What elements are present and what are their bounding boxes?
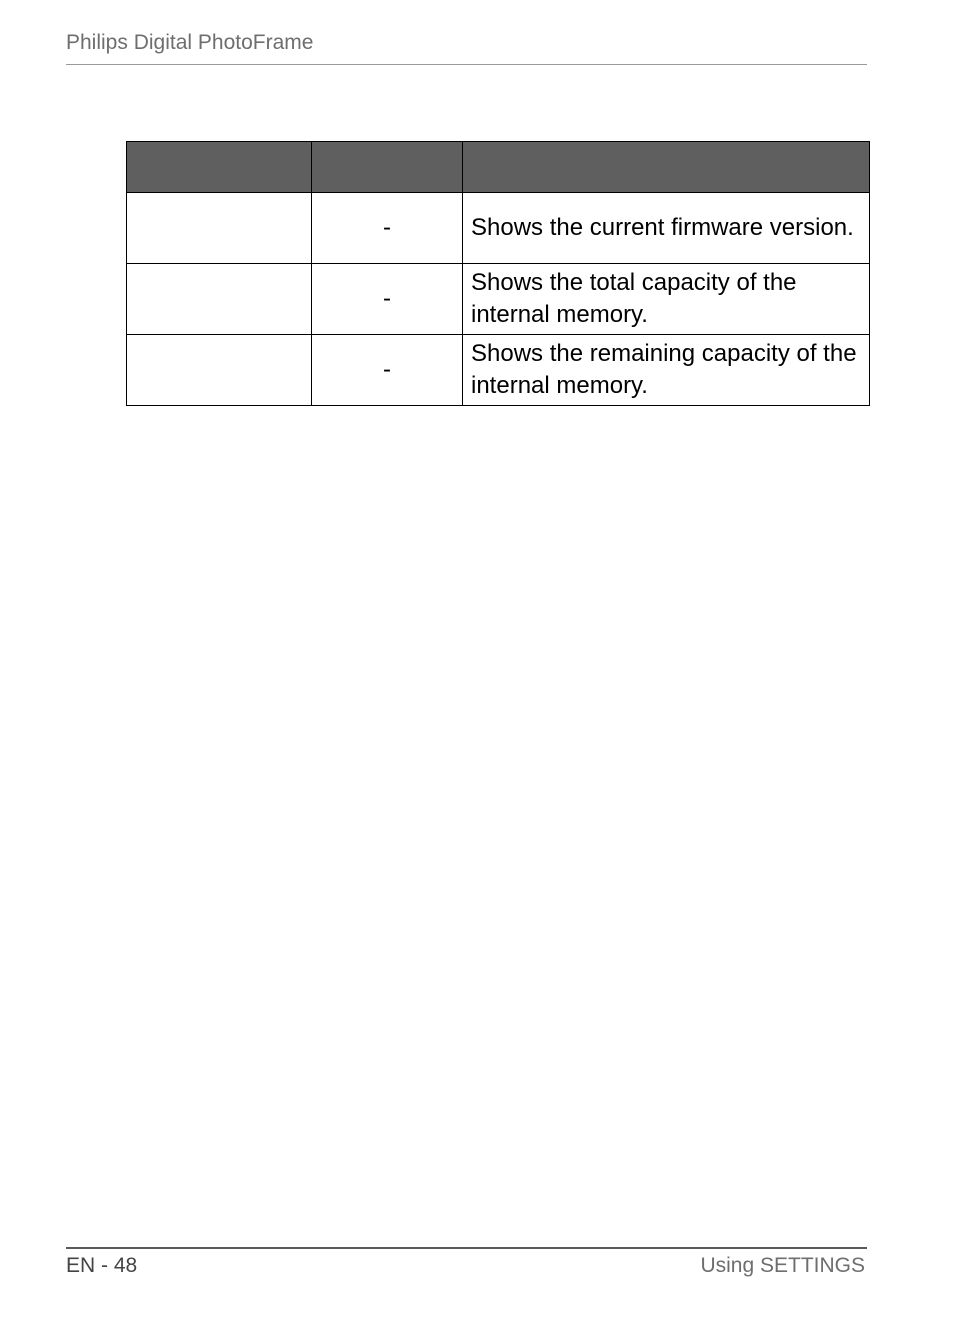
table-header-option bbox=[127, 142, 312, 193]
table-cell-description: Shows the current firmware version. bbox=[463, 193, 870, 264]
running-header-title: Philips Digital PhotoFrame bbox=[66, 31, 314, 54]
table-header-sub-option bbox=[312, 142, 463, 193]
table-cell-option bbox=[127, 264, 312, 335]
table-cell-option bbox=[127, 335, 312, 406]
page-number: EN - 48 bbox=[66, 1254, 138, 1277]
table-cell-sub-option: - bbox=[312, 193, 463, 264]
table-cell-option bbox=[127, 193, 312, 264]
footer-divider bbox=[66, 1247, 867, 1249]
table-cell-sub-option: - bbox=[312, 335, 463, 406]
settings-info-table bbox=[126, 141, 870, 406]
table-cell-description: Shows the remaining capacity of the internal memory. bbox=[463, 335, 870, 406]
table-row bbox=[127, 335, 870, 406]
header-divider bbox=[66, 64, 867, 65]
footer-section-title: Using SETTINGS bbox=[700, 1254, 865, 1277]
table-header-row bbox=[127, 142, 870, 193]
table-cell-sub-option: - bbox=[312, 264, 463, 335]
table-header-description bbox=[463, 142, 870, 193]
table-row bbox=[127, 264, 870, 335]
table-row bbox=[127, 193, 870, 264]
table-cell-description: Shows the total capacity of the internal memory. bbox=[463, 264, 870, 335]
